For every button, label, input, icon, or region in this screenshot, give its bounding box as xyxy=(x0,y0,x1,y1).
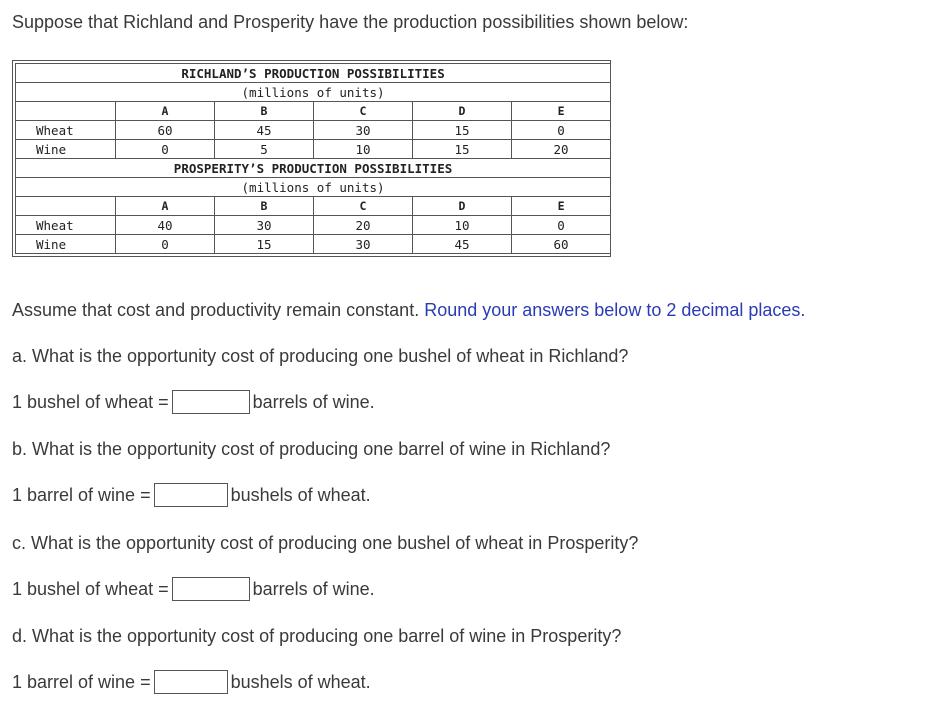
prosperity-column-header-row xyxy=(16,197,611,216)
answer-a-prefix: 1 bushel of wheat = xyxy=(12,391,169,412)
answer-b-input[interactable] xyxy=(154,483,228,507)
answer-d-prefix: 1 barrel of wine = xyxy=(12,671,151,692)
richland-col-c: C xyxy=(314,102,413,121)
table-cell: 30 xyxy=(314,121,413,140)
table-cell: 0 xyxy=(512,216,611,235)
richland-title: RICHLAND’S PRODUCTION POSSIBILITIES xyxy=(16,64,611,83)
answer-b-line xyxy=(12,483,371,507)
table-row xyxy=(16,140,611,159)
answer-b-prefix: 1 barrel of wine = xyxy=(12,484,151,505)
answer-d-input[interactable] xyxy=(154,670,228,694)
intro-text: Suppose that Richland and Prosperity have the production possibilities shown below: xyxy=(12,12,689,32)
prosperity-col-a: A xyxy=(116,197,215,216)
question-c: c. What is the opportunity cost of producing one bushel of wheat in Prosperity? xyxy=(12,533,639,553)
assumption-text xyxy=(12,300,805,321)
table-cell: 60 xyxy=(116,121,215,140)
question-a: a. What is the opportunity cost of producing one bushel of wheat in Richland? xyxy=(12,346,629,366)
richland-col-e: E xyxy=(512,102,611,121)
production-possibilities-table xyxy=(12,60,611,257)
table-cell: 45 xyxy=(413,235,512,254)
table-cell: 40 xyxy=(116,216,215,235)
answer-a-input[interactable] xyxy=(172,390,250,414)
table-cell: 15 xyxy=(413,140,512,159)
prosperity-col-e: E xyxy=(512,197,611,216)
answer-c-line xyxy=(12,577,375,601)
richland-units-row xyxy=(16,83,611,102)
row-label: Wine xyxy=(16,140,116,159)
table-cell: 20 xyxy=(314,216,413,235)
answer-c-suffix: barrels of wine. xyxy=(252,578,375,599)
table-cell: 0 xyxy=(116,140,215,159)
row-label: Wheat xyxy=(16,121,116,140)
question-b: b. What is the opportunity cost of producing one barrel of wine in Richland? xyxy=(12,439,611,459)
prosperity-col-b: B xyxy=(215,197,314,216)
question-d: d. What is the opportunity cost of producing one barrel of wine in Prosperity? xyxy=(12,626,622,646)
table-cell: 15 xyxy=(215,235,314,254)
answer-c-input[interactable] xyxy=(172,577,250,601)
table-cell: 10 xyxy=(314,140,413,159)
table-cell: 0 xyxy=(512,121,611,140)
table-row xyxy=(16,121,611,140)
answer-d-line xyxy=(12,670,371,694)
table-cell: 15 xyxy=(413,121,512,140)
answer-d-suffix: bushels of wheat. xyxy=(230,671,371,692)
table-cell: 5 xyxy=(215,140,314,159)
prosperity-units-row xyxy=(16,178,611,197)
answer-a-line xyxy=(12,390,375,414)
ppf-table xyxy=(15,63,611,254)
richland-column-header-row xyxy=(16,102,611,121)
richland-col-d: D xyxy=(413,102,512,121)
answer-a-suffix: barrels of wine. xyxy=(252,391,375,412)
answer-b-suffix: bushels of wheat. xyxy=(230,484,371,505)
prosperity-title: PROSPERITY’S PRODUCTION POSSIBILITIES xyxy=(16,159,611,178)
prosperity-col-d: D xyxy=(413,197,512,216)
richland-col-a: A xyxy=(116,102,215,121)
header-blank xyxy=(16,197,116,216)
table-cell: 0 xyxy=(116,235,215,254)
prosperity-units: (millions of units) xyxy=(16,178,611,197)
assumption-main: Assume that cost and productivity remain constant. xyxy=(12,300,425,320)
row-label: Wine xyxy=(16,235,116,254)
rounding-instruction: Round your answers below to 2 decimal places. xyxy=(424,300,806,320)
richland-col-b: B xyxy=(215,102,314,121)
table-cell: 10 xyxy=(413,216,512,235)
table-row xyxy=(16,235,611,254)
row-label: Wheat xyxy=(16,216,116,235)
answer-c-prefix: 1 bushel of wheat = xyxy=(12,578,169,599)
prosperity-col-c: C xyxy=(314,197,413,216)
table-cell: 45 xyxy=(215,121,314,140)
table-row xyxy=(16,216,611,235)
richland-units: (millions of units) xyxy=(16,83,611,102)
table-cell: 30 xyxy=(314,235,413,254)
table-cell: 30 xyxy=(215,216,314,235)
prosperity-title-row xyxy=(16,159,611,178)
richland-title-row xyxy=(16,64,611,83)
table-cell: 20 xyxy=(512,140,611,159)
header-blank xyxy=(16,102,116,121)
table-cell: 60 xyxy=(512,235,611,254)
